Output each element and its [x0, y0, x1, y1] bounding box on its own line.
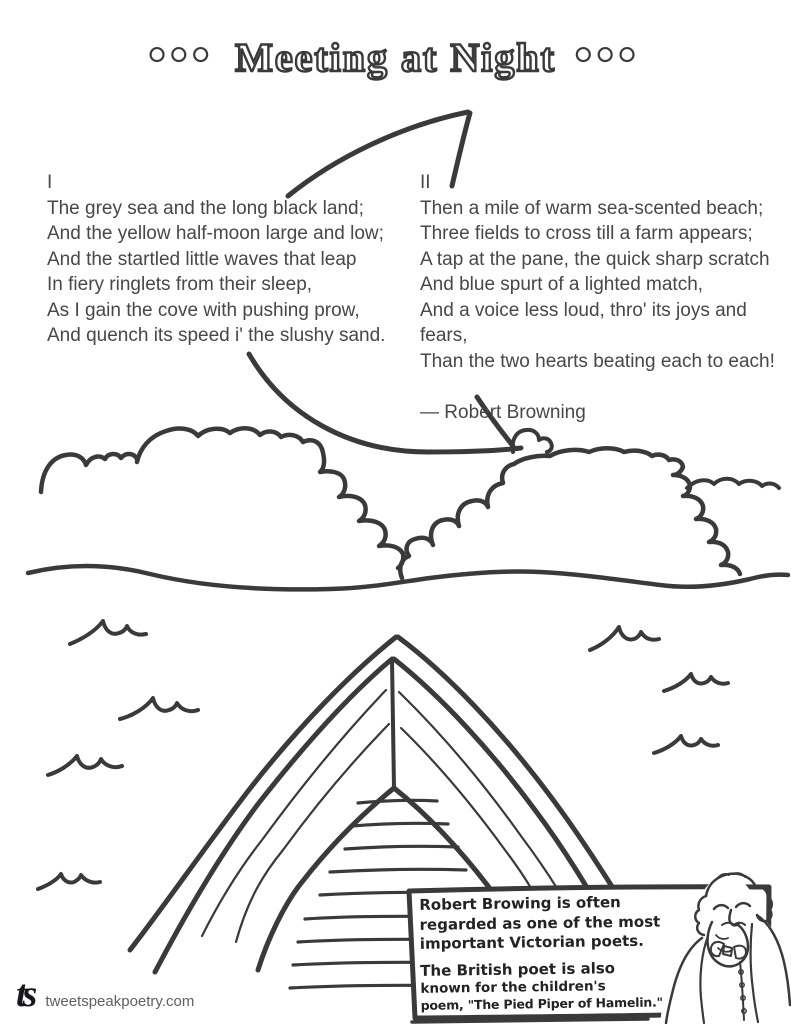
page-title — [0, 34, 791, 81]
caption-line: poem, "The Pied Piper of Hamelin." — [420, 994, 664, 1013]
cloud-far-right — [687, 479, 779, 488]
cloud-left-small — [41, 454, 137, 492]
poem-line: And the yellow half-moon large and low; — [47, 223, 384, 244]
title-dots-right-icon: ●●● — [575, 43, 642, 64]
cloud-right-dome — [514, 448, 669, 464]
caption-line: regarded as one of the most — [419, 912, 661, 934]
poem-stanza-2 — [420, 170, 791, 426]
poem-attribution: — Robert Browning — [420, 402, 586, 423]
poem-line: Then a mile of warm sea-scented beach; — [420, 197, 764, 219]
poem-line: And a voice less loud, thro' its joys and fears, — [420, 299, 747, 346]
caption-line: The British poet is also — [420, 958, 616, 980]
poem-line: Than the two hearts beating each to each! — [420, 350, 775, 372]
poem-line: And blue spurt of a lighted match, — [420, 274, 704, 295]
poem-line: And quench its speed i' the slushy sand. — [47, 325, 386, 346]
poem-line: As I gain the cove with pushing prow, — [47, 299, 360, 321]
caption-line: important Victorian poets. — [419, 931, 644, 953]
cloud-right-left-edge — [400, 464, 514, 578]
poem-line: In fiery ringlets from their sleep, — [47, 274, 313, 295]
horizon-line — [28, 566, 788, 589]
cloud-left-large-steps — [320, 449, 403, 568]
footer — [16, 972, 194, 1016]
cloud-right-steps — [669, 459, 740, 574]
caption-line: Robert Browing is often — [419, 893, 621, 914]
stanza-1-label: I — [47, 172, 53, 193]
cloud-left-large-top — [137, 428, 322, 462]
poem-line: Three fields to cross till a farm appears; — [420, 223, 753, 244]
caption-text — [419, 892, 689, 1014]
stanza-2-label: II — [420, 172, 431, 193]
title-dots-left-icon: ●●● — [149, 43, 216, 64]
poem-line: The grey sea and the long black land; — [47, 197, 364, 219]
waves-drawing — [38, 621, 728, 889]
poem-line: A tap at the pane, the quick sharp scratch — [420, 248, 770, 270]
caption-line: known for the children's — [420, 978, 606, 997]
poem-stanza-1 — [47, 170, 385, 349]
poem-title: Meeting at Night — [235, 35, 556, 80]
poem-line: And the startled little waves that leap — [47, 248, 357, 270]
ts-logo: ts — [16, 973, 34, 1015]
site-url: tweetspeakpoetry.com — [45, 993, 195, 1010]
